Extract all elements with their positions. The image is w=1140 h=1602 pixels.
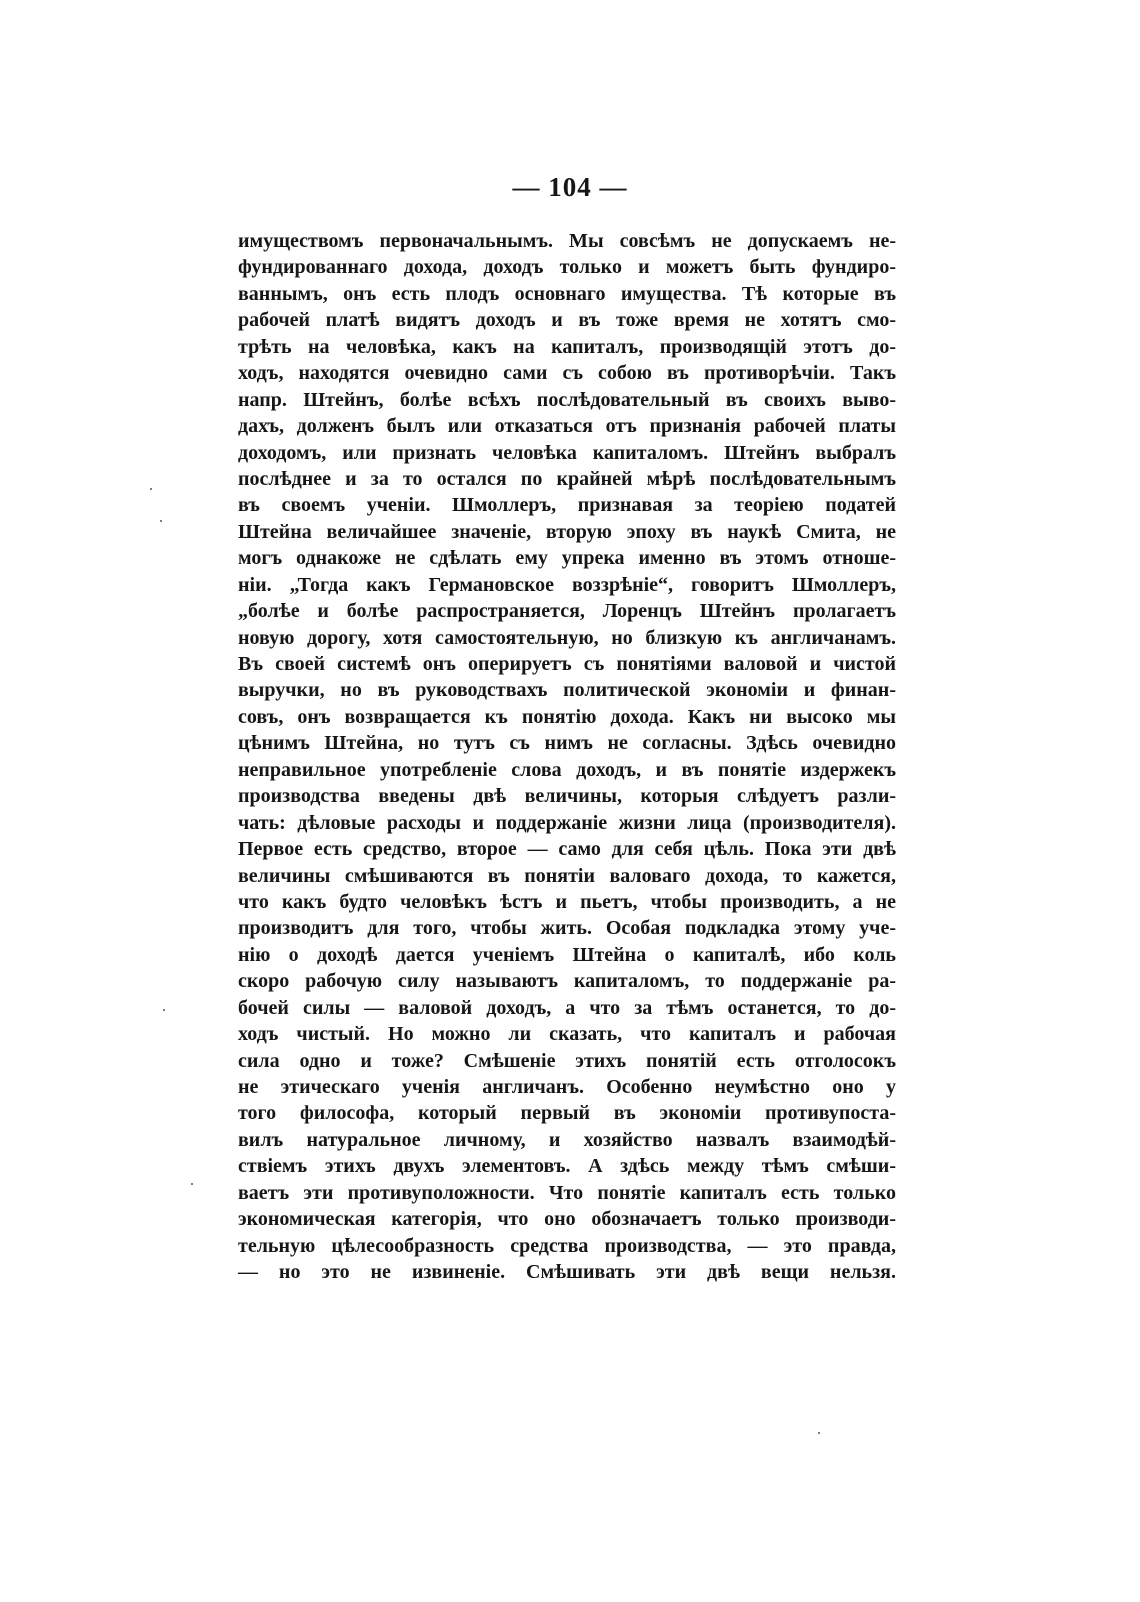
text-line: рабочей платѣ видятъ доходъ и въ тоже время не хотятъ смо- [238,309,896,332]
text-line: Въ своей системѣ онъ оперируетъ съ понятіями валовой и чистой [238,653,896,675]
text-line: величины смѣшиваются въ понятіи валоваго дохода, то кажется, [238,864,896,887]
text-line: Штейна величайшее значеніе, вторую эпоху въ наукѣ Смита, не [238,520,896,543]
text-line: ходъ чистый. Но можно ли сказать, что капиталъ и рабочая [238,1023,896,1046]
scan-speck [160,520,162,522]
text-line: послѣднее и за то остался по крайней мѣрѣ послѣдовательнымъ [238,467,896,490]
text-line: скоро рабочую силу называютъ капиталомъ, то поддержаніе ра- [238,970,896,993]
text-line: не этическаго ученія англичанъ. Особенно неумѣстно оно у [238,1076,896,1098]
text-line: того философа, который первый въ экономіи противупоста- [238,1102,896,1125]
text-line: ходъ, находятся очевидно сами съ собою въ противорѣчіи. Такъ [238,362,896,385]
text-line: производитъ для того, чтобы жить. Особая подкладка этому уче- [238,917,896,940]
text-line: ніи. „Тогда какъ Германовское воззрѣніе“, говоритъ Шмоллеръ, [238,573,896,596]
text-line: нію о доходѣ дается ученіемъ Штейна о капиталѣ, ибо коль [238,943,896,966]
text-line: совъ, онъ возвращается къ понятію дохода. Какъ ни высоко мы [238,705,896,728]
text-line: дахъ, долженъ былъ или отказаться отъ признанія рабочей платы [238,415,896,438]
text-line: вилъ натуральное личному, и хозяйство назвалъ взаимодѣй- [238,1128,896,1151]
scan-speck [191,1183,193,1185]
page-number: — 104 — [512,172,628,202]
text-line: напр. Штейнъ, болѣе всѣхъ послѣдовательный въ своихъ выво- [238,388,896,411]
text-line: ваннымъ, онъ есть плодъ основнаго имущества. Тѣ которые въ [238,282,896,305]
text-line: цѣнимъ Штейна, но тутъ съ нимъ не согласны. Здѣсь очевидно [238,732,896,755]
text-line: новую дорогу, хотя самостоятельную, но близкую къ англичанамъ. [238,626,896,649]
page-body-text [238,228,896,1286]
scan-speck [150,488,152,490]
scan-speck [818,1432,820,1434]
text-line: неправильное употребленіе слова доходъ, и въ понятіе издержекъ [238,758,896,781]
text-line: экономическая категорія, что оно обозначаетъ только производи- [238,1208,896,1231]
text-line: „болѣе и болѣе распространяется, Лоренцъ Штейнъ пролагаетъ [238,600,896,623]
text-line: трѣть на человѣка, какъ на капиталъ, производящій этотъ до- [238,335,896,358]
scan-speck [163,1009,165,1011]
text-line: Первое есть средство, второе — само для себя цѣль. Пока эти двѣ [238,838,896,861]
text-line: могъ однакоже не сдѣлать ему упрека именно въ этомъ отноше- [238,547,896,570]
text-line: въ своемъ ученіи. Шмоллеръ, признавая за теоріею податей [238,494,896,517]
text-line: сила одно и тоже? Смѣшеніе этихъ понятій есть отголосокъ [238,1049,896,1072]
text-line: выручки, но въ руководствахъ политической экономіи и финан- [238,679,896,702]
text-line: фундированнаго дохода, доходъ только и можетъ быть фундиро- [238,256,896,279]
text-line: имуществомъ первоначальнымъ. Мы совсѣмъ не допускаемъ не- [238,230,896,252]
text-line: ствіемъ этихъ двухъ элементовъ. А здѣсь между тѣмъ смѣши- [238,1155,896,1178]
text-line: производства введены двѣ величины, которыя слѣдуетъ разли- [238,785,896,808]
text-line: что какъ будто человѣкъ ѣстъ и пьетъ, чтобы производить, а не [238,890,896,913]
text-line: бочей силы — валовой доходъ, а что за тѣмъ останется, то до- [238,996,896,1019]
text-line: доходомъ, или признать человѣка капиталомъ. Штейнъ выбралъ [238,441,896,464]
text-line: — но это не извиненіе. Смѣшивать эти двѣ вещи нельзя. [238,1261,896,1284]
text-line: ваетъ эти противуположности. Что понятіе капиталъ есть только [238,1181,896,1204]
text-line: тельную цѣлесообразность средства производства, — это правда, [238,1234,896,1257]
text-line: чать: дѣловые расходы и поддержаніе жизни лица (производителя). [238,811,896,834]
